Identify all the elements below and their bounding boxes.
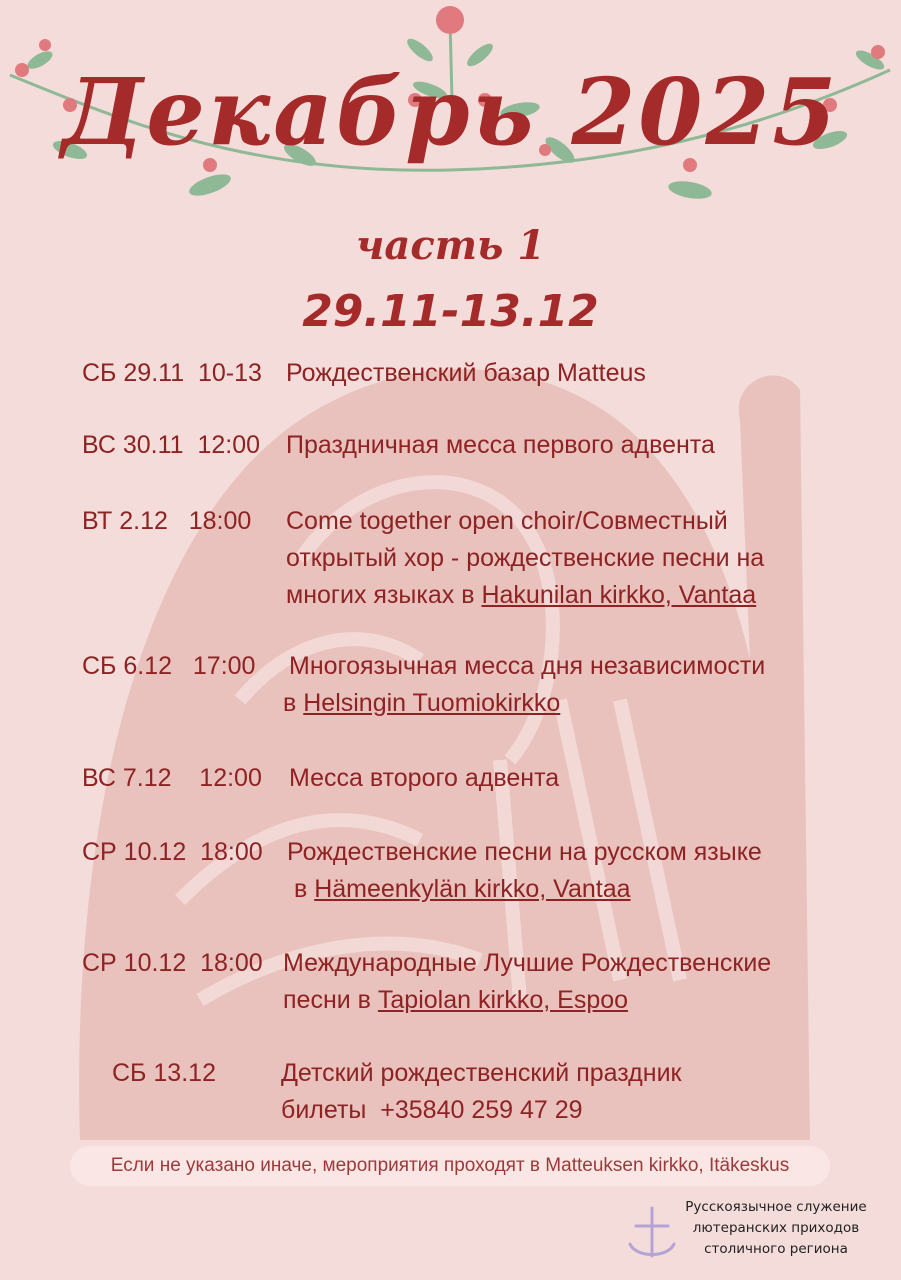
- page-subtitle-part: часть 1: [355, 222, 546, 269]
- cross-anchor-icon: [622, 1204, 682, 1264]
- event-title: в Hämeenkylän kirkko, Vantaa: [287, 875, 631, 903]
- venue-link[interactable]: Helsingin Tuomiokirkko: [303, 689, 561, 717]
- event-title: Рождественский базар Matteus: [286, 359, 646, 387]
- event-title: Рождественские песни на русском языке: [287, 838, 762, 866]
- event-date: СБ 6.12 17:00: [82, 652, 256, 680]
- event-date: СБ 13.12: [112, 1059, 216, 1087]
- organization-name: Русскоязычное служение лютеранских приходов столичного региона: [685, 1199, 867, 1257]
- event-date: ВТ 2.12 18:00: [82, 507, 252, 535]
- event-title: открытый хор - рождественские песни на: [286, 544, 765, 572]
- event-date: СБ 29.11 10-13: [82, 359, 262, 387]
- event-tickets: билеты +35840 259 47 29: [281, 1096, 583, 1124]
- venue-link[interactable]: Hakunilan kirkko, Vantaa: [481, 581, 757, 609]
- event-title: многих языках в Hakunilan kirkko, Vantaa: [286, 581, 757, 609]
- event-title: песни в Tapiolan kirkko, Espoo: [283, 986, 629, 1014]
- event-title: Многоязычная месса дня независимости: [289, 652, 766, 680]
- page-title: Декабрь 2025: [61, 58, 840, 166]
- event-title: Месса второго адвента: [289, 764, 560, 792]
- event-date: СР 10.12 18:00: [82, 949, 263, 977]
- event-title: в Helsingin Tuomiokirkko: [283, 689, 561, 717]
- event-title: Праздничная месса первого адвента: [286, 431, 715, 459]
- event-title: Международные Лучшие Рождественские: [283, 949, 772, 977]
- venue-link[interactable]: Tapiolan kirkko, Espoo: [377, 986, 629, 1014]
- event-date: ВС 7.12 12:00: [82, 764, 262, 792]
- event-date: СР 10.12 18:00: [82, 838, 263, 866]
- date-range: 29.11-13.12: [302, 286, 599, 337]
- event-title: Детский рождественский праздник: [281, 1059, 682, 1087]
- venue-link[interactable]: Hämeenkylän kirkko, Vantaa: [314, 875, 631, 903]
- event-date: ВС 30.11 12:00: [82, 431, 261, 459]
- venue-note: Если не указано иначе, мероприятия проходят в Matteuksen kirkko, Itäkeskus: [70, 1146, 830, 1186]
- event-title: Come together open choir/Совместный: [286, 507, 728, 535]
